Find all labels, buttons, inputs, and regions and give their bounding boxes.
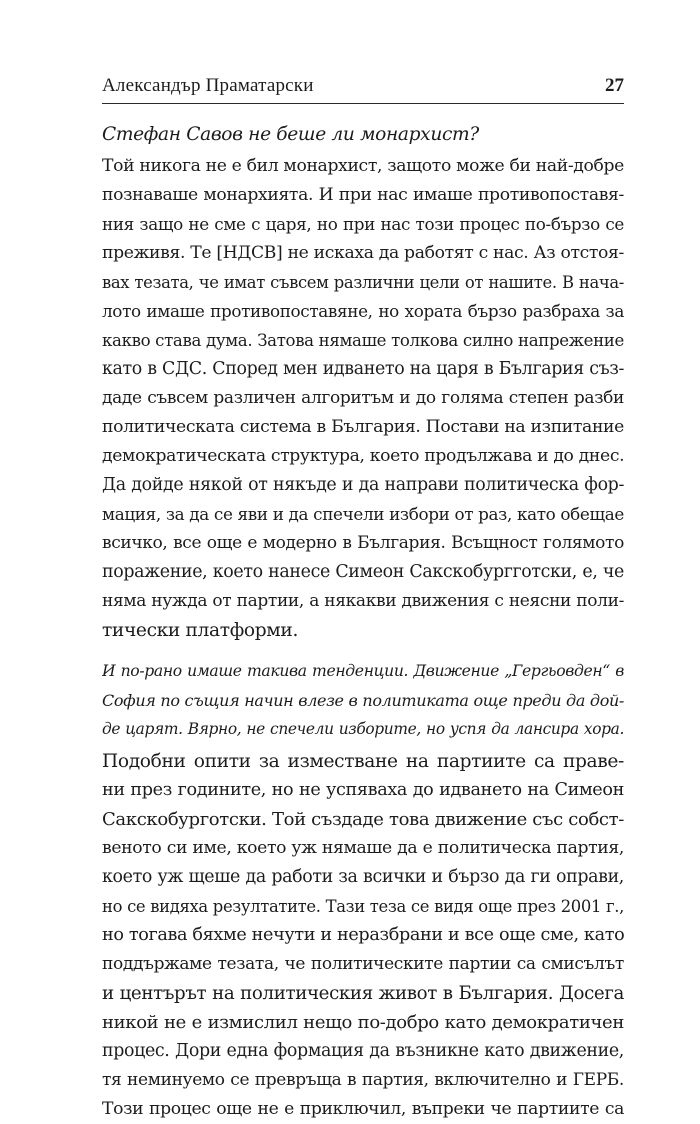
author-name: Александър Праматарски bbox=[102, 75, 314, 96]
text-line: тя неминуемо се превръща в партия, включително и ГЕРБ. bbox=[102, 1070, 624, 1090]
text-line: София по същия начин влезе в политиката още преди да дой- bbox=[102, 691, 624, 710]
text-line: какво става дума. Затова нямаше толкова силно напрежение bbox=[102, 331, 624, 350]
text-line: Той никога не е бил монархист, защото може би най-добре bbox=[102, 156, 624, 176]
text-line: ни през годините, но не успяваха до идването на Симеон bbox=[102, 780, 624, 800]
text-line: преживя. Те [НДСВ] не искаха да работят с нас. Аз отстоя- bbox=[102, 243, 624, 263]
text-line: никой не е измислил нещо по-добро като демократичен bbox=[102, 1012, 624, 1033]
text-line: тически платформи. bbox=[102, 620, 299, 641]
page-body bbox=[102, 120, 624, 1124]
text-line: веното си име, което уж нямаше да е политическа партия, bbox=[102, 838, 624, 858]
text-line: но тогава бяхме нечути и неразбрани и все още сме, като bbox=[102, 925, 624, 945]
interview-question bbox=[102, 657, 624, 744]
text-line: и центърът на политическия живот в България. Досега bbox=[102, 983, 624, 1004]
text-line: познаваше монархията. И при нас имаше противопоставя- bbox=[102, 185, 624, 205]
interview-answer bbox=[102, 152, 624, 645]
running-header bbox=[102, 73, 624, 104]
text-line: което уж щеше да работи за всички и бързо да ги оправи, bbox=[102, 867, 624, 887]
text-line: Този процес още не е приключил, въпреки че партиите са bbox=[102, 1099, 624, 1119]
text-line: Сакскобурготски. Той създаде това движение със собст- bbox=[102, 809, 624, 830]
text-line: мация, за да се яви и да спечели избори от раз, като обещае bbox=[102, 504, 624, 524]
text-line: де царят. Вярно, не спечели изборите, но успя да лансира хора. bbox=[102, 720, 624, 738]
interview-question bbox=[102, 120, 624, 149]
page-number: 27 bbox=[605, 75, 624, 96]
text-line: И по-рано имаше такива тенденции. Движение „Гергьовден“ в bbox=[102, 662, 624, 680]
text-line: ния защо не сме с царя, но при нас този процес по-бързо се bbox=[102, 214, 624, 234]
text-line: Да дойде някой от някъде и да направи политическа фор- bbox=[102, 475, 624, 495]
text-line: демократическата структура, което продължава и до днес. bbox=[102, 446, 624, 466]
text-line: поражение, което нанесе Симеон Сакскобургготски, е, че bbox=[102, 562, 624, 582]
text-line: но се видяха резултатите. Тази теза се видя още през 2001 г., bbox=[102, 897, 624, 916]
text-line: политическата система в България. Постави на изпитание bbox=[102, 417, 624, 437]
text-line: лото имаше противопоставяне, но хората бързо разбраха за bbox=[102, 301, 624, 321]
text-line: поддържаме тезата, че политическите партии са смисълът bbox=[102, 954, 624, 974]
text-line: Подобни опити за изместване на партиите са праве- bbox=[102, 751, 624, 772]
text-line: като в СДС. Според мен идването на царя в България съз- bbox=[102, 359, 624, 379]
text-line: вах тезата, че имат съвсем различни цели от нашите. В нача- bbox=[102, 273, 624, 292]
text-line: Стефан Савов не беше ли монархист? bbox=[102, 124, 479, 145]
text-line: всичко, все още е модерно в България. Всъщност голямото bbox=[102, 533, 624, 553]
text-line: даде съвсем различен алгоритъм и до голяма степен разби bbox=[102, 388, 624, 408]
text-line: процес. Дори една формация да възникне като движение, bbox=[102, 1041, 624, 1061]
text-line: няма нужда от партии, а някакви движения с неясни поли- bbox=[102, 591, 624, 611]
interview-answer bbox=[102, 747, 624, 1124]
